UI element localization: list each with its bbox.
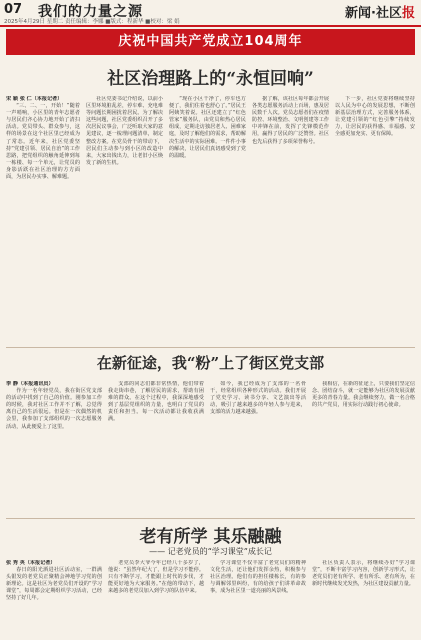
article3-column-2 — [108, 560, 204, 638]
article1-column-3 — [169, 96, 246, 344]
article2-byline: 李 静（本报通讯员） — [6, 381, 54, 387]
article1-byline: 宋 颖 张 仁（本报记者） — [6, 96, 63, 102]
article2-text-2: 支部的同志们都非常热情，他们带着我走街串巷，了解居民的需求，帮助有困难的群众。在这个过程中，我深深地感受到了基层党组织的力量，也明白了党员的责任和担当。每一次活动都让我收获满满。 — [108, 381, 204, 423]
masthead-meta: 2025年4月29日 星期二 责任编辑：李娜 ■版式：程新华 ■校对：梁 娟 — [4, 19, 180, 25]
anniversary-banner — [6, 29, 415, 55]
article1-text-1: “三、二、一，开始！”随着一声哨响，小区里的青年志愿者与居民们齐心协力地开始了清扫活动。党员带头、群众参与，这样的场景在这个社区里已经成为了常态。近年来，社区党委坚持“党建引领、居民自治”的工作思路，把党组织的触角延伸到每一栋楼、每一个单元，让党员的身影活跃在社区治理的方方面面，为居民办实事、解难题。 — [6, 103, 80, 181]
article3-column-4 — [312, 560, 415, 638]
newspaper-brand — [345, 2, 415, 21]
article1-text-5: 下一步，社区党委将继续坚持以人民为中心的发展思想，不断创新基层治理方式，完善服务体系，让党建引领的“红色引擎”持续发力，让居民的获得感、幸福感、安全感更加充实、更有保障。 — [335, 96, 415, 138]
article3-text-1: 春日的阳光洒进社区活动室，一群满头银发的老党员正聚精会神地学习党的创新理论。这是社区为老党员们开设的“学习课堂”，每周都会定期组织学习活动，已经坚持了好几年。 — [6, 567, 102, 602]
article2-text-1: 作为一名年轻党员，我在街区党支部的活动中找到了自己的价值。刚参加工作的时候，我对社区工作并不了解，总觉得离自己的生活很远。但是在一次偶然的机会里，我参加了支部组织的一次志愿服务活动，从此便爱上了这里。 — [6, 388, 102, 430]
article3-text-4: 社区负责人表示，将继续办好“学习课堂”，不断丰富学习内容，创新学习形式，让老党员们老有所学、老有所乐、老有所为，在新时代继续发光发热，为社区建设贡献力量。 — [312, 560, 415, 588]
brand-main: 社区 — [375, 6, 402, 21]
article2-headline: 在新征途，我“粉”上了街区党支部 — [96, 354, 325, 372]
article1-column-1 — [6, 96, 80, 344]
article2-text-4: 我相信，在新的征途上，只要我们坚定信念、团结奋斗，就一定能够为社区的发展贡献更多的青春力量。我会继续努力，做一名合格的共产党员，用实际行动践行初心使命。 — [312, 381, 415, 409]
article1-text-3: “现在小区干净了，停车也方便了，我们住着也舒心了。”居民王阿姨笑着说。社区还建立了“红色管家”服务队，由党员和热心居民组成，定期走访独居老人、困难家庭，及时了解他们的需求，帮助解决生活中的实际困难。一件件小事的解决，让居民们真切感受到了党的温暖。 — [169, 96, 246, 159]
article-divider-1 — [6, 347, 415, 348]
article3-column-3 — [210, 560, 306, 638]
masthead — [0, 0, 421, 26]
article1-headline: 社区治理路上的“永恒回响” — [107, 69, 314, 89]
article3-text-2: 老党员李大爷今年已经八十多岁了，他说：“虽然年纪大了，但是学习不能停。只有不断学习，才能跟上时代的步伐，才能更好地为大家服务。”在他的带动下，越来越多的老党员加入到学习的队伍中来。 — [108, 560, 204, 595]
page-number: 07 — [4, 2, 23, 17]
article3-subheadline: —— 记老党员的“学习课堂”成长记 — [149, 547, 272, 556]
article3-byline: 张 秀 英（本报记者） — [6, 560, 56, 566]
article2-text-3: 如今，我已经成为了支部的一名骨干，经常组织各种形式的活动。我们开展了党史学习、读书分享、文艺演出等活动，吸引了越来越多的年轻人参与进来，支部的活力越来越强。 — [210, 381, 306, 416]
article-divider-2 — [6, 518, 415, 519]
article3-column-1 — [6, 560, 102, 638]
section-title: 我们的力量之源 — [38, 4, 143, 20]
article1-column-2 — [86, 96, 163, 344]
article1-column-5 — [335, 96, 415, 344]
brand-suffix: 报 — [401, 6, 415, 21]
brand-prefix: 新闻· — [345, 6, 376, 21]
article1-text-4: 据了解，该社区每年都会开展各类志愿服务活动上百场，惠及居民数千人次。党员志愿者们在疫情防控、环境整治、文明创建等工作中冲锋在前，发挥了先锋模范作用，赢得了居民的广泛赞誉。社区也先后获得了多项荣誉称号。 — [252, 96, 329, 145]
masthead-rule — [0, 25, 421, 27]
article1-column-4 — [252, 96, 329, 344]
article3-headline: 老有所学 其乐融融 — [139, 527, 282, 547]
banner-title: 庆祝中国共产党成立104周年 — [118, 34, 303, 49]
article3-text-3: 学习课堂不仅丰富了老党员们的精神文化生活，还让他们发挥余热，积极参与社区治理。他们有的担任楼栋长，有的参与调解邻里纠纷，有的给孩子们讲革命故事，成为社区里一道亮丽的风景线。 — [210, 560, 306, 595]
article1-text-2: 社区党委书记介绍说，以前小区里环境脏乱差，停车难、充电难等问题长期困扰着居民。为了解决这些问题，社区党委组织召开了多次居民议事会，广泛听取大家的意见建议，逐一梳理问题清单，制定整改方案。在党员骨干的带动下，居民们主动参与到小区的改造中来，大家出钱出力，让老旧小区焕发了新的生机。 — [86, 96, 163, 166]
